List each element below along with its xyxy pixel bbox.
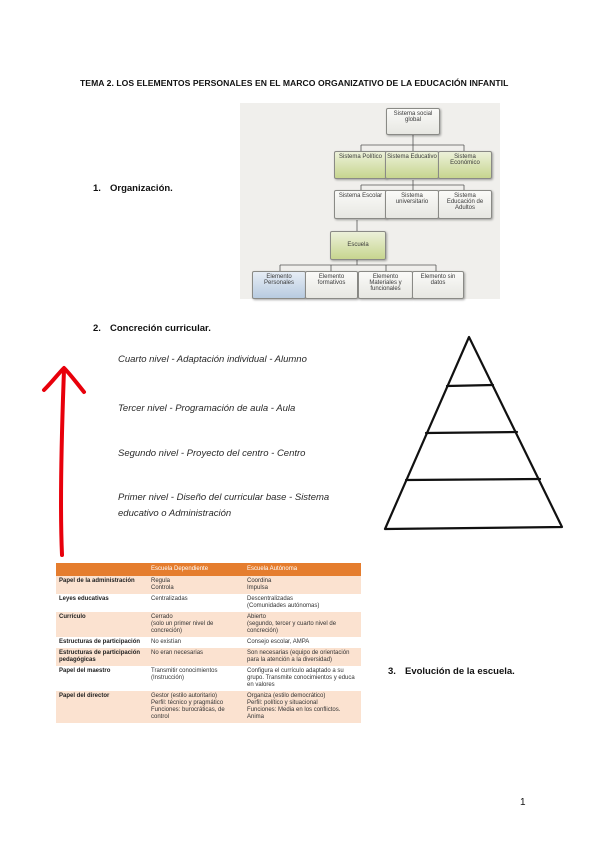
org-node-materiales: Elemento Materiales y funcionales — [358, 271, 413, 299]
table-header-cell — [56, 563, 148, 576]
org-node-personales: Elemento Personales — [252, 271, 306, 299]
level-3-text: Tercer nivel - Programación de aula - Aula — [118, 403, 296, 414]
level-4-text: Cuarto nivel - Adaptación individual - Alumno — [118, 354, 307, 365]
section-number: 2. — [93, 323, 101, 334]
table-cell: No eran necesarias — [148, 648, 244, 666]
section-heading: Evolución de la escuela. — [405, 666, 515, 677]
table-cell: Consejo escolar, AMPA — [244, 637, 361, 648]
table-cell — [148, 691, 244, 723]
org-chart-image — [240, 103, 500, 299]
row-header: Currículo — [56, 612, 148, 637]
table-cell — [244, 691, 361, 723]
section-heading: Organización. — [110, 183, 173, 194]
level-1-text: Primer nivel - Diseño del curricular base - Sistema educativo o Administración — [118, 492, 330, 519]
table-row — [56, 637, 361, 648]
table-cell: Configura el currículo adaptado a su grupo. Transmite conocimientos y educa en valores — [244, 666, 361, 691]
section-evolucion — [388, 666, 515, 677]
table-cell — [244, 594, 361, 612]
red-arrow-icon — [38, 360, 88, 560]
section-number: 1. — [93, 183, 101, 194]
section-heading: Concreción curricular. — [110, 323, 211, 334]
org-node-economico: Sistema Económico — [438, 151, 492, 179]
org-node-root: Sistema social global — [386, 108, 440, 135]
table-row — [56, 576, 361, 594]
table-row — [56, 691, 361, 723]
org-node-adultos: Sistema Educación de Adultos — [438, 190, 492, 219]
row-header: Papel del director — [56, 691, 148, 723]
org-node-escuela: Escuela — [330, 231, 386, 260]
cell-text: Abierto (segundo, tercer y cuarto nivel de concreción) — [247, 614, 337, 634]
pyramid-drawing — [380, 335, 580, 535]
org-node-politico: Sistema Político — [334, 151, 387, 179]
table-cell: Centralizadas — [148, 594, 244, 612]
table-header-cell: Escuela Autónoma — [244, 563, 361, 576]
evolution-table — [56, 563, 361, 723]
level-2-text: Segundo nivel - Proyecto del centro - Centro — [118, 448, 306, 459]
row-header: Papel del maestro — [56, 666, 148, 691]
org-node-educativo: Sistema Educativo — [385, 151, 439, 179]
section-concrecion — [93, 323, 211, 334]
org-node-otros: Elemento sin datos — [412, 271, 464, 299]
table-header-cell: Escuela Dependiente — [148, 563, 244, 576]
table-cell: Transmitir conocimientos (Instrucción) — [148, 666, 244, 691]
table-cell — [244, 612, 361, 637]
row-header: Estructuras de participación pedagógicas — [56, 648, 148, 666]
table-row — [56, 648, 361, 666]
row-header: Estructuras de participación — [56, 637, 148, 648]
table-cell: Son necesarias (equipo de orientación para la atención a la diversidad) — [244, 648, 361, 666]
cell-text: Gestor (estilo autoritario) Perfil: técnico y pragmático Funciones: burocráticas, de control — [151, 693, 225, 720]
document-title: TEMA 2. LOS ELEMENTOS PERSONALES EN EL MARCO ORGANIZATIVO DE LA EDUCACIÓN INFANTIL — [80, 78, 509, 88]
table-cell — [148, 576, 244, 594]
org-node-formativos: Elemento formativos — [305, 271, 358, 299]
cell-text: Regula Controla — [151, 578, 174, 591]
section-number: 3. — [388, 666, 396, 677]
table-row — [56, 594, 361, 612]
cell-text: Cerrado (solo un primer nivel de concreción) — [151, 614, 214, 634]
page-number: 1 — [520, 797, 526, 808]
table-row — [56, 612, 361, 637]
table-header-row — [56, 563, 361, 576]
table-cell — [244, 576, 361, 594]
org-node-escolar: Sistema Escolar — [334, 190, 387, 219]
cell-text: Organiza (estilo democrático) Perfil: político y situacional Funciones: Media en los conflictos. Anima — [247, 693, 341, 720]
table-cell — [148, 612, 244, 637]
table-cell: No existían — [148, 637, 244, 648]
cell-text: Descentralizadas (Comunidades autónomas) — [247, 596, 320, 609]
table-row — [56, 666, 361, 691]
cell-text: Coordina Impulsa — [247, 578, 272, 591]
row-header: Papel de la administración — [56, 576, 148, 594]
section-organizacion — [93, 183, 173, 194]
row-header: Leyes educativas — [56, 594, 148, 612]
org-node-universitario: Sistema universitario — [385, 190, 439, 219]
